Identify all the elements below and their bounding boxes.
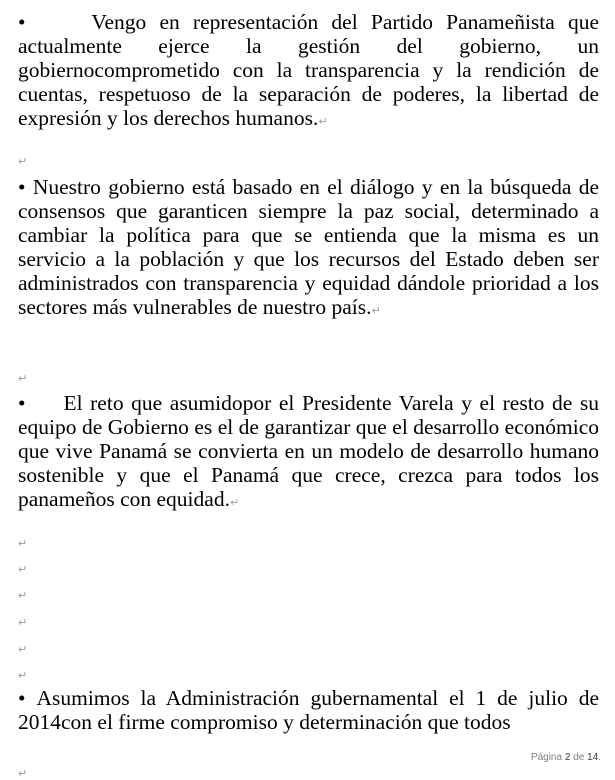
- empty-paragraph-mark: ↵: [18, 589, 28, 602]
- paragraph-2: [18, 175, 599, 324]
- of-label: de: [573, 752, 585, 763]
- paragraph-4-text: Asumimos la Administración gubernamental el 1 de julio de 2014con el firme compromiso y determinación que todos: [18, 686, 600, 735]
- bullet-4: •: [18, 686, 26, 710]
- empty-paragraph-mark: ↵: [18, 537, 28, 550]
- bullet-1: •: [18, 10, 26, 34]
- page-number-footer: [531, 752, 601, 763]
- paragraph-3: [18, 391, 599, 515]
- paragraph-4: [18, 686, 599, 734]
- current-page: 2: [564, 752, 571, 763]
- bullet-3: •: [18, 391, 26, 415]
- empty-paragraph-mark: ↵: [18, 155, 28, 168]
- paragraph-3-text: El reto que asumidopor el Presidente Varela y el resto de su equipo de Gobierno es el de garantizar que el desarrollo económico que vive Panamá se convierta en un modelo de desarrollo humano sostenible y que el Panamá que crece, crezca para todos los panameños con equidad.: [18, 391, 600, 512]
- paragraph-mark: ↵: [371, 304, 381, 318]
- bullet-2: •: [18, 175, 26, 199]
- paragraph-1: [18, 10, 599, 134]
- empty-paragraph-mark: ↵: [18, 669, 28, 682]
- empty-paragraph-mark: ↵: [18, 563, 28, 576]
- paragraph-1-text: Vengo en representación del Partido Panameñista que actualmente ejerce la gestión del gobierno, un gobiernocomprometido con la transparencia y la rendición de cuentas, respetuoso de la separación de poderes, la libertad de expresión y los derechos humanos.: [18, 10, 600, 131]
- empty-paragraph-mark: ↵: [18, 372, 28, 385]
- page-label: Página: [530, 752, 563, 763]
- total-pages: 14: [587, 752, 599, 763]
- footer-paragraph-mark: .: [598, 752, 601, 763]
- empty-paragraph-mark: ↵: [18, 643, 28, 656]
- paragraph-mark: ↵: [229, 496, 240, 510]
- empty-paragraph-mark: ↵: [18, 616, 28, 629]
- paragraph-mark: ↵: [318, 115, 328, 129]
- paragraph-2-text: Nuestro gobierno está basado en el diálogo y en la búsqueda de consensos que garanticen siempre la paz social, determinado a cambiar la política para que se entienda que la misma es un servicio a la población y que los recursos del Estado deben ser administrados con transparencia y equidad dándole prioridad a los sectores más vulnerables de nuestro país.: [18, 175, 599, 320]
- empty-paragraph-mark: ↵: [18, 767, 28, 780]
